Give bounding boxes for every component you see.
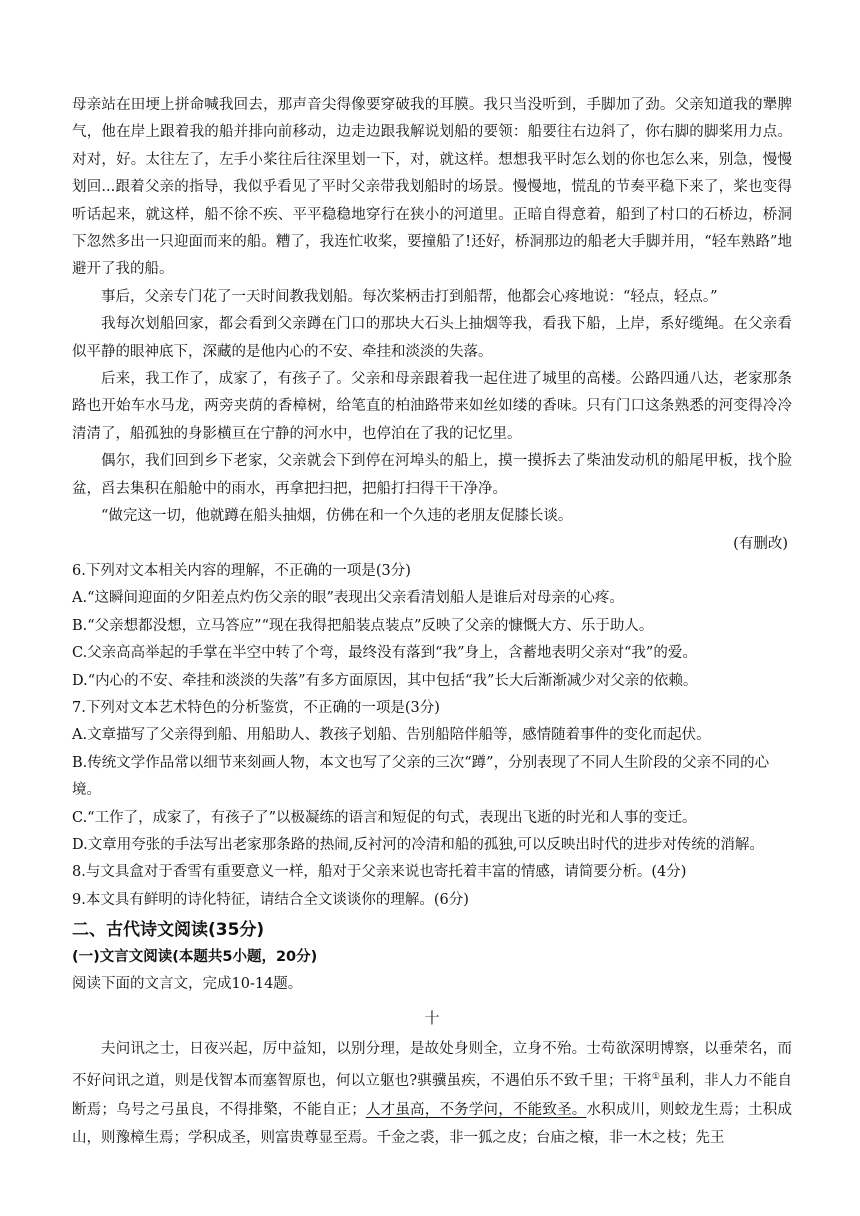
question-6-option-d: D.“内心的不安、牵挂和淡淡的失落”有多方面原因，其中包括“我”长大后渐渐减少对父亲的依赖。 [72, 672, 698, 689]
passage-part-2: 虽利，非人力不能自断焉；乌号之弓虽良，不得排檠，不能自正； [72, 1073, 793, 1118]
story-paragraph-5: 偶尔，我们回到乡下老家，父亲就会下到停在河埠头的船上，摸一摸拆去了柴油发动机的船尾甲板，找个脸盆，舀去集积在船舱中的雨水，再拿把扫把，把船打扫得干干净净。 [72, 453, 792, 497]
question-7-option-b: B.传统文学作品常以细节来刻画人物，本文也写了父亲的三次“蹲”，分别表现了不同人生阶段的父亲不同的心境。 [72, 754, 770, 799]
question-7-option-a: A.文章描写了父亲得到船、用船助人、教孩子划船、告别船陪伴船等，感情随着事件的变化而起伏。 [72, 727, 711, 744]
classical-passage [72, 1035, 792, 1153]
passage-title: 十 [424, 1008, 440, 1027]
story-paragraph-3: 我每次划船回家，都会看到父亲蹲在门口的那块大石头上抽烟等我，看我下船，上岸，系好缆绳。在父亲看似平静的眼神底下，深藏的是他内心的不安、牵挂和淡淡的失落。 [72, 316, 792, 360]
question-7-option-d: D.文章用夸张的手法写出老家那条路的热闹,反衬河的冷清和船的孤独,可以反映出时代的进步对传统的消解。 [72, 836, 764, 853]
underlined-sentence: 人才虽高，不务学问，不能致圣。 [365, 1101, 587, 1118]
question-7: 7.下列对文本艺术特色的分析鉴赏，不正确的一项是(3分) [72, 699, 440, 716]
question-6: 6.下列对文本相关内容的理解，不正确的一项是(3分) [72, 562, 411, 579]
question-8: 8.与文具盒对于香雪有重要意义一样，船对于父亲来说也寄托着丰富的情感，请简要分析。(4分) [72, 864, 687, 881]
question-9: 9.本文具有鲜明的诗化特征，请结合全文谈谈你的理解。(6分) [72, 891, 469, 908]
question-6-option-c: C.父亲高高举起的手掌在半空中转了个弯，最终没有落到“我”身上，含蓄地表明父亲对“我”的爱。 [72, 645, 697, 662]
story-paragraph-4: 后来，我工作了，成家了，有孩子了。父亲和母亲跟着我一起住进了城里的高楼。公路四通八达，老家那条路也开始车水马龙，两旁夹荫的香樟树，给笔直的柏油路带来如丝如缕的香味。只有门口这条熟悉的河变得冷冷清清了，船孤独的身影横亘在宁静的河水中，也停泊在了我的记忆里。 [72, 371, 792, 442]
story-paragraph-2: 事后，父亲专门花了一天时间教我划船。每次桨柄击打到船帮，他都会心疼地说：“轻点，轻点。” [101, 288, 718, 305]
question-6-option-a: A.“这瞬间迎面的夕阳差点灼伤父亲的眼”表现出父亲看清划船人是谁后对母亲的心疼。 [72, 590, 624, 607]
source-note: (有删改) [733, 535, 788, 552]
footnote-mark: ① [651, 1072, 661, 1083]
question-7-option-c: C.“工作了，成家了，有孩子了”以极凝练的语言和短促的句式，表现出飞逝的时光和人事的变迁。 [72, 809, 697, 826]
section-2-instruction: 阅读下面的文言文，完成10-14题。 [72, 976, 303, 993]
section-2-subtitle: (一)文言文阅读(本题共5小题，20分) [72, 949, 318, 966]
passage-part-3: 水积成川，则蛟龙生焉；土积成山，则豫樟生焉；学积成圣，则富贵尊显至焉。千金之裘，非一狐之皮；台庙之榱，非一木之枝；先王 [72, 1101, 793, 1147]
question-6-option-b: B.“父亲想都没想，立马答应”“现在我得把船装点装点”反映了父亲的慷慨大方、乐于助人。 [72, 617, 654, 634]
story-paragraph-6: “做完这一切，他就蹲在船头抽烟，仿佛在和一个久违的老朋友促膝长谈。 [101, 508, 573, 525]
passage-part-1: 夫问讯之士，日夜兴起，厉中益知，以别分理，是故处身则全，立身不殆。士苟欲深明博察，以垂荣名，而不好问讯之道，则是伐智本而塞智原也，何以立躯也?骐骥虽疾，不遇伯乐不致千里；干将 [72, 1040, 792, 1090]
section-2-title: 二、古代诗文阅读(35分) [72, 920, 265, 941]
document-page [72, 92, 792, 1153]
story-paragraph-1: 母亲站在田埂上拼命喊我回去，那声音尖得像要穿破我的耳膜。我只当没听到，手脚加了劲。父亲知道我的犟脾气，他在岸上跟着我的船并排向前移动，边走边跟我解说划船的要领：船要往右边斜了，你右脚的脚桨用力点。对对，好。太往左了，左手小桨往后往深里划一下，对，就这样。想想我平时怎么划的你也怎么来，别急，慢慢划回...跟着父亲的指导，我似乎看见了平时父亲带我划船时的场景。慢慢地，慌乱的节奏平稳下来了，桨也变得听话起来，就这样，船不徐不疾、平平稳稳地穿行在狭小的河道里。正暗自得意着，船到了村口的石桥边，桥洞下忽然多出一只迎面而来的船。糟了，我连忙收桨，要撞船了!还好，桥洞那边的船老大手脚并用，“轻车熟路”地避开了我的船。 [72, 97, 792, 278]
